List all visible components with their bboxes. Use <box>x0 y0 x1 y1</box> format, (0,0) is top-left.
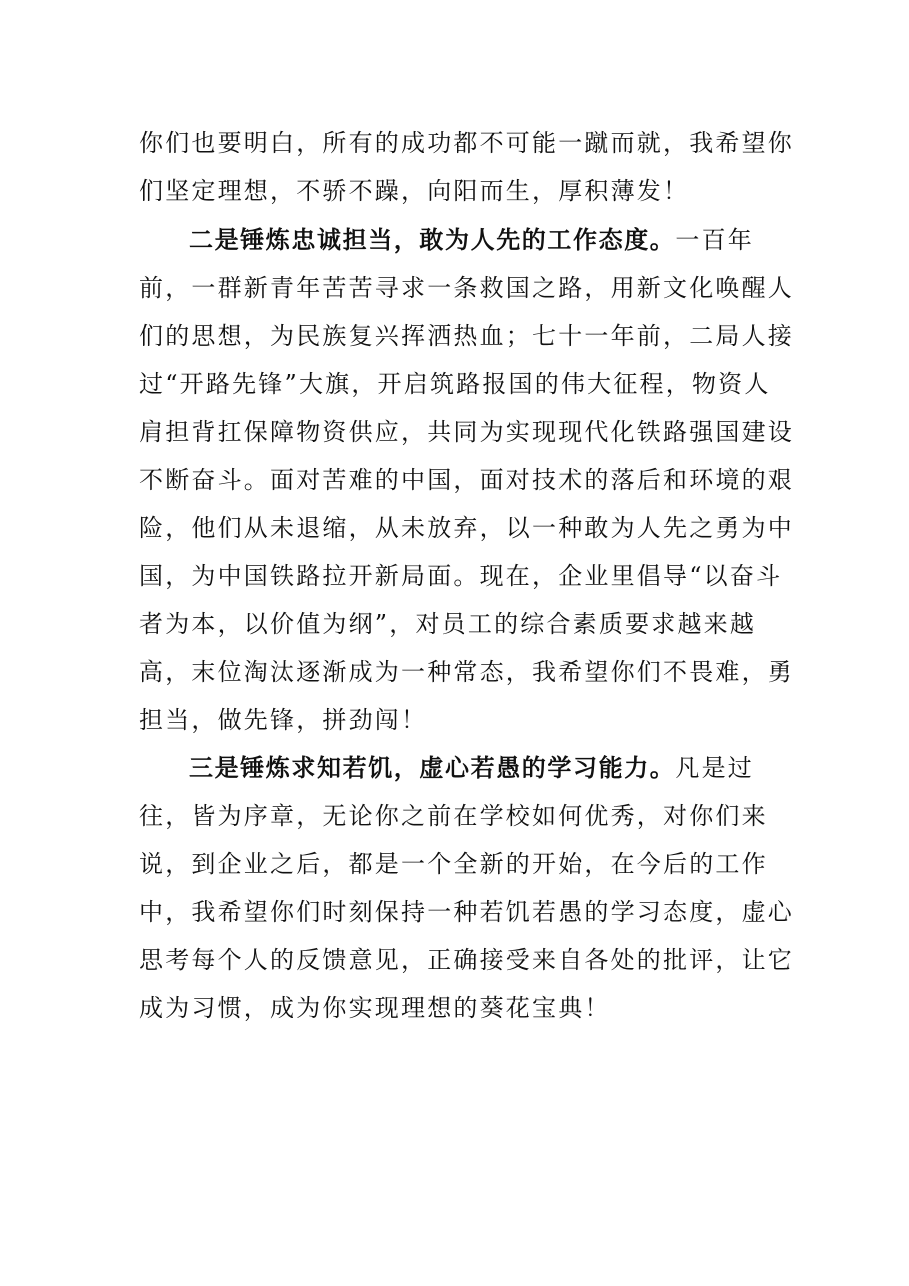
paragraph-line: 者为本，以价值为纲”，对员工的综合素质要求越来越 <box>139 610 757 638</box>
paragraph-line: 思考每个人的反馈意见，正确接受来自各处的批评，让它 <box>139 946 794 974</box>
paragraph-line-rest: 一百年 <box>675 226 755 254</box>
paragraph-line: 你们也要明白，所有的成功都不可能一蹴而就，我希望你 <box>139 129 794 157</box>
paragraph-first-line <box>139 216 759 264</box>
paragraph-line: 前，一群新青年苦苦寻求一条救国之路，用新文化唤醒人 <box>139 274 794 302</box>
paragraph-heading: 二是锤炼忠诚担当，敢为人先的工作态度。 <box>189 225 676 254</box>
paragraph-2 <box>139 216 794 744</box>
paragraph-1 <box>139 119 794 215</box>
paragraph-line: 过“开路先锋”大旗，开启筑路报国的伟大征程，物资人 <box>139 370 771 398</box>
paragraph-line: 往，皆为序章，无论你之前在学校如何优秀，对你们来 <box>139 802 768 830</box>
paragraph-line: 不断奋斗。面对苦难的中国，面对技术的落后和环境的艰 <box>139 466 794 494</box>
paragraph-heading: 三是锤炼求知若饥，虚心若愚的学习能力。 <box>189 753 676 782</box>
paragraph-line: 们坚定理想，不骄不躁，向阳而生，厚积薄发！ <box>139 177 690 205</box>
paragraph-line: 说，到企业之后，都是一个全新的开始，在今后的工作 <box>139 850 768 878</box>
paragraph-line: 高，末位淘汰逐渐成为一种常态，我希望你们不畏难，勇 <box>139 658 794 686</box>
paragraph-line: 险，他们从未退缩，从未放弃，以一种敢为人先之勇为中 <box>139 514 794 542</box>
paragraph-line: 们的思想，为民族复兴挥洒热血；七十一年前，二局人接 <box>139 322 794 350</box>
paragraph-first-line <box>139 744 759 792</box>
paragraph-line: 肩担背扛保障物资供应，共同为实现现代化铁路强国建设 <box>139 418 794 446</box>
paragraph-line-rest: 凡是过 <box>675 754 755 782</box>
paragraph-line: 国，为中国铁路拉开新局面。现在，企业里倡导“以奋斗 <box>139 562 783 590</box>
paragraph-line: 担当，做先锋，拼劲闯！ <box>139 706 428 734</box>
paragraph-line: 中，我希望你们时刻保持一种若饥若愚的学习态度，虚心 <box>139 898 794 926</box>
paragraph-line: 成为习惯，成为你实现理想的葵花宝典！ <box>139 994 611 1022</box>
paragraph-3 <box>139 744 794 1032</box>
